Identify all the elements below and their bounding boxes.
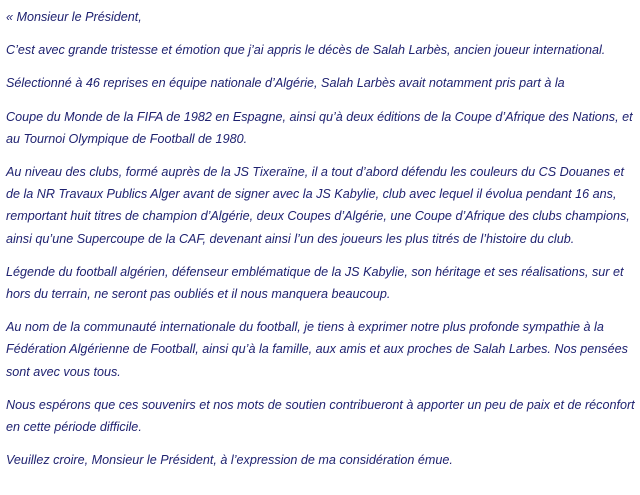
letter-paragraph: C’est avec grande tristesse et émotion que j’ai appris le décès de Salah Larbès, ancien joueur international. (6, 43, 606, 58)
letter-paragraph: Coupe du Monde de la FIFA de 1982 en Espagne, ainsi qu’à deux éditions de la Coupe d’Afrique des Nations, et au Tournoi Olympique de Football de 1980. (6, 109, 633, 146)
letter-paragraph: Nous espérons que ces souvenirs et nos mots de soutien contribueront à apporter un peu de paix et de réconfort en cette période difficile. (6, 397, 635, 435)
letter-paragraph: Légende du football algérien, défenseur emblématique de la JS Kabylie, son héritage et ses réalisations, sur et hors du terrain, ne seront pas oubliés et il nous manquera beaucoup. (6, 264, 624, 302)
letter-paragraph: Au nom de la communauté internationale du football, je tiens à exprimer notre plus profonde sympathie à la Fédération Algérienne de Football, ainsi qu’à la famille, aux amis et aux proches de Salah Larbes. Nos pensées sont avec vous tous. (6, 320, 628, 379)
letter-closing: Veuillez croire, Monsieur le Président, à l’expression de ma considération émue. (6, 453, 453, 468)
letter-paragraph: Sélectionné à 46 reprises en équipe nationale d’Algérie, Salah Larbès avait notamment pris part à la (6, 76, 565, 91)
letter-paragraph: Au niveau des clubs, formé auprès de la JS Tixeraïne, il a tout d’abord défendu les couleurs du CS Douanes et de la NR Travaux Publics Alger avant de signer avec la JS Kabylie, club avec lequel il évolua pendant 16 ans, remportant huit titres de champion d’Algérie, deux Coupes d’Algérie, une Coupe d’Afrique des clubs champions, ainsi qu’une Supercoupe de la CAF, devenant ainsi l’un des joueurs les plus titrés de l’histoire du club. (6, 165, 630, 246)
letter-salutation: « Monsieur le Président, (6, 10, 142, 24)
